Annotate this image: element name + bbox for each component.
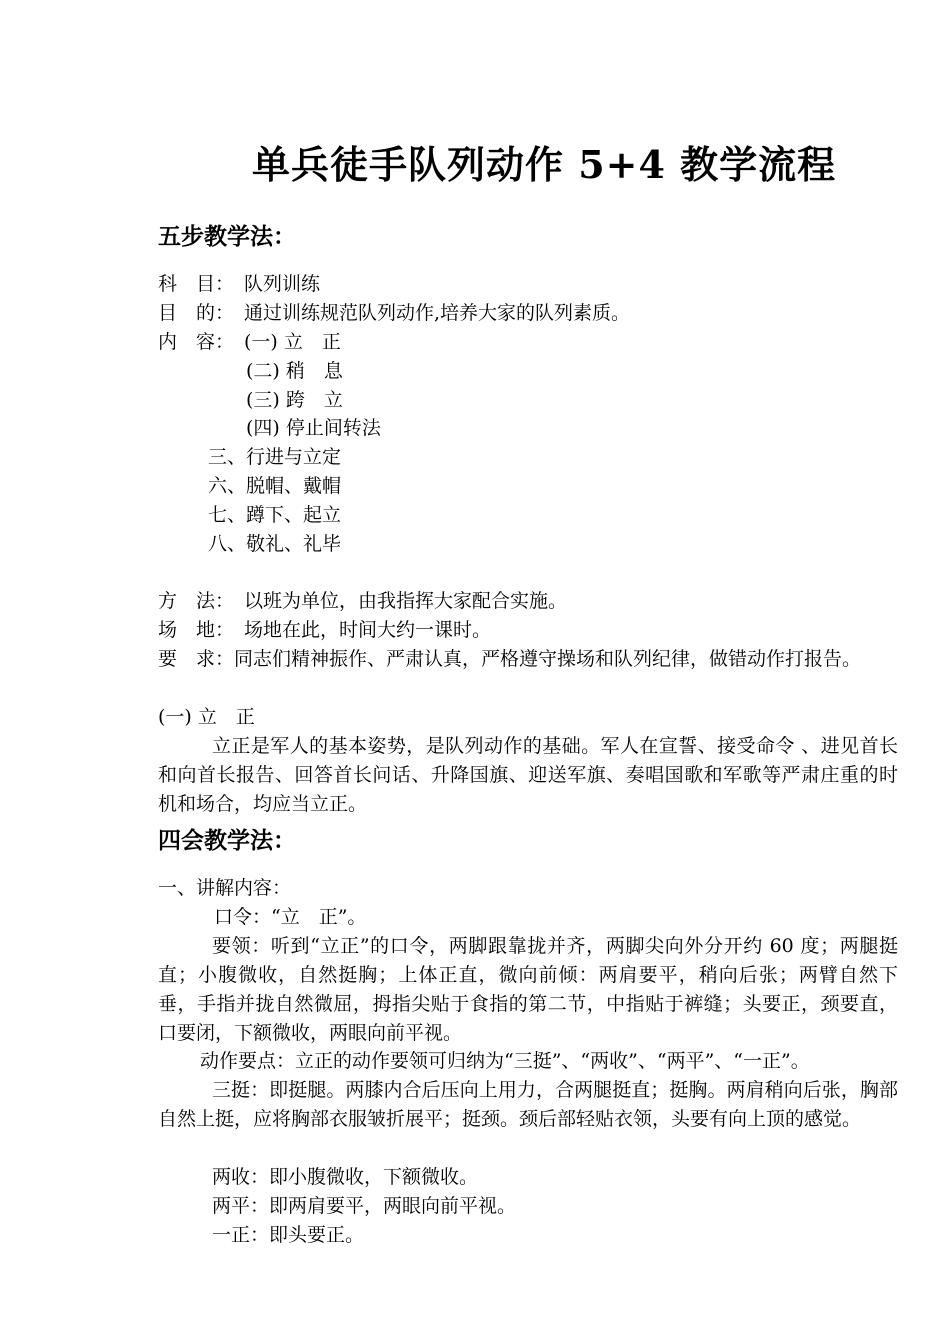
command-line: 口令：“立 正”。 — [214, 906, 367, 928]
content-row — [158, 328, 341, 357]
subject-value: 队列训练 — [244, 273, 321, 295]
content-item: (三) 跨 立 — [246, 389, 343, 411]
three-straight-paragraph: 三挺：即挺腿。两膝内合后压向上用力，合两腿挺直；挺胸。两肩稍向后张，胸部自然上挺，应将胸部衣服皱折展平；挺颈。颈后部轻贴衣领，头要有向上顶的感觉。 — [158, 1079, 898, 1130]
section-title-stand-at-attention: (一) 立 正 — [158, 706, 255, 728]
stand-at-attention-paragraph: 立正是军人的基本姿势，是队列动作的基础。军人在宣誓、接受命令 、进见首长和向首长报告、回答首长问话、升降国旗、迎送军旗、奏唱国歌和军歌等严肃庄重的时机和场合，均应当立正。 — [158, 735, 898, 815]
essentials-paragraph: 要领：听到“立正”的口令，两脚跟靠拢并齐，两脚尖向外分开约 60 度；两腿挺直；小腹微收，自然挺胸；上体正直，微向前倾：两肩要平，稍向后张；两臂自然下垂，手指并拢自然微屈，拇指尖贴于食指的第二节，中指贴于裤缝；头要正，颈要直，口要闭，下额微收，两眼向前平视。 — [158, 935, 898, 1044]
requirement-value: 同志们精神振作、严肃认真，严格遵守操场和队列纪律，做错动作打报告。 — [234, 648, 862, 670]
venue-value: 场地在此，时间大约一课时。 — [244, 619, 492, 641]
venue-label: 场 地： — [158, 619, 235, 641]
content-extra-item: 八、敬礼、礼毕 — [208, 533, 342, 555]
content-extra-item: 六、脱帽、戴帽 — [208, 475, 342, 497]
one-upright-line: 一正：即头要正。 — [212, 1224, 365, 1246]
method-value: 以班为单位，由我指挥大家配合实施。 — [244, 590, 568, 612]
purpose-label: 目 的： — [158, 302, 235, 324]
method-row — [158, 587, 567, 616]
requirement-row — [158, 645, 898, 674]
purpose-row — [158, 299, 630, 328]
content-extra-item: 七、蹲下、起立 — [208, 504, 342, 526]
content-label: 内 容： — [158, 331, 235, 353]
content-item: (一) 立 正 — [244, 331, 341, 353]
venue-row — [158, 616, 491, 645]
content-item: (四) 停止间转法 — [246, 417, 381, 439]
requirement-label: 要 求： — [158, 648, 235, 670]
subject-label: 科 目： — [158, 273, 235, 295]
key-points-line: 动作要点：立正的动作要领可归纳为“三挺”、“两收”、“两平”、“一正”。 — [200, 1050, 810, 1072]
five-step-heading: 五步教学法： — [158, 223, 296, 250]
four-skill-heading: 四会教学法： — [158, 827, 296, 854]
two-tuck-line: 两收：即小腹微收，下额微收。 — [212, 1166, 479, 1188]
content-item: (二) 稍 息 — [246, 360, 343, 382]
subject-row — [158, 270, 320, 299]
document-title: 单兵徒手队列动作 5+4 教学流程 — [252, 142, 837, 187]
content-extra-item: 三、行进与立定 — [208, 446, 342, 468]
two-level-line: 两平：即两肩要平，两眼向前平视。 — [212, 1195, 517, 1217]
method-label: 方 法： — [158, 590, 235, 612]
purpose-value: 通过训练规范队列动作,培养大家的队列素质。 — [244, 302, 631, 324]
explain-label: 一、讲解内容： — [158, 877, 292, 899]
